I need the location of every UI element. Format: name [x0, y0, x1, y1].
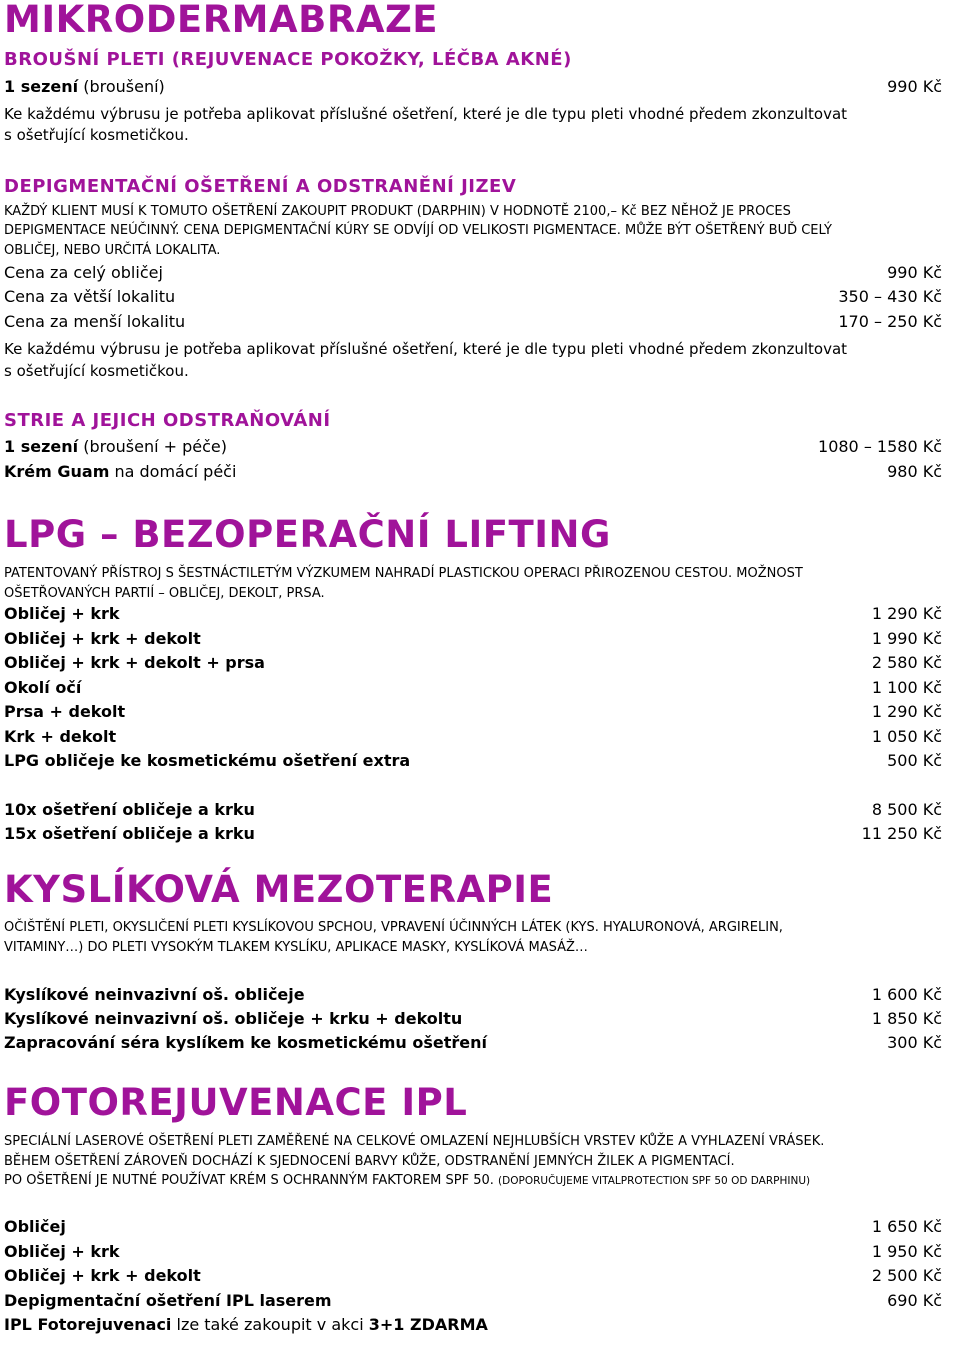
row-price: 1 950 Kč [871, 1242, 942, 1261]
section-title-depigmentace: DEPIGMENTAČNÍ OŠETŘENÍ A ODSTRANĚNÍ JIZEV [4, 176, 517, 197]
promo-offer: 3+1 ZDARMA [368, 1315, 488, 1334]
row-label: Cena za celý obličej [4, 263, 163, 282]
section-title-mikrodermabraze: MIKRODERMABRAZE [4, 0, 439, 41]
row-label: Obličej + krk [4, 604, 120, 623]
note-line: Ke každému výbrusu je potřeba aplikovat příslušné ošetření, které je dle typu pleti vhodné předem zkonzultovat [4, 105, 848, 123]
subtitle-brouseni: BROUŠNÍ PLETI (REJUVENACE POKOŽKY, LÉČBA AKNÉ) [4, 49, 572, 70]
section-title-ipl: FOTOREJUVENACE IPL [4, 1081, 468, 1124]
price-row [4, 1289, 942, 1313]
caption-text: PO OŠETŘENÍ JE NUTNÉ POUŽÍVAT KRÉM S OCHRANNÝM FAKTOREM SPF 50. [4, 1173, 494, 1188]
row-label: 10x ošetření obličeje a krku [4, 800, 255, 819]
caption-line [4, 1170, 810, 1192]
row-label: Obličej + krk + dekolt + prsa [4, 653, 265, 672]
promo-bold: IPL Fotorejuvenaci [4, 1315, 172, 1334]
section-title-strie: STRIE A JEJICH ODSTRAŇOVÁNÍ [4, 410, 331, 431]
caption-line: DEPIGMENTACE NEÚČINNÝ. CENA DEPIGMENTAČNÍ KÚRY SE ODVÍJÍ OD VELIKOSTI PIGMENTACE. MŮŽE BÝT OŠETŘENÝ BUĎ CELÝ [4, 223, 832, 238]
price-row [4, 627, 942, 651]
price-row [4, 1031, 942, 1055]
row-price: 2 500 Kč [871, 1266, 942, 1285]
row-price: 300 Kč [887, 1033, 942, 1052]
row-price: 1 650 Kč [871, 1217, 942, 1236]
row-label: Krk + dekolt [4, 727, 117, 746]
row-label: Obličej + krk [4, 1242, 120, 1261]
row-price: 170 – 250 Kč [838, 312, 942, 331]
price-row [4, 310, 942, 334]
price-row [4, 1215, 942, 1239]
row-price: 690 Kč [887, 1291, 942, 1310]
price-row [4, 725, 942, 749]
price-row [4, 285, 942, 309]
row-price: 11 250 Kč [861, 824, 942, 843]
caption-line: OČIŠTĚNÍ PLETI, OKYSLIČENÍ PLETI KYSLÍKOVOU SPCHOU, VPRAVENÍ ÚČINNÝCH LÁTEK (KYS. HYALURONOVÁ, ARGIRELIN, [4, 920, 783, 935]
row-price: 350 – 430 Kč [838, 287, 942, 306]
price-row [4, 749, 942, 773]
row-label: (broušení + péče) [78, 437, 227, 456]
caption-line: SPECIÁLNÍ LASEROVÉ OŠETŘENÍ PLETI ZAMĚŘENÉ NA CELKOVÉ OMLAZENÍ NEJHLUBŠÍCH VRSTEV KŮŽE A VYHLAZENÍ VRÁSEK. [4, 1134, 825, 1149]
row-label: Depigmentační ošetření IPL laserem [4, 1291, 332, 1310]
caption-line: VITAMINY…) DO PLETI VYSOKÝM TLAKEM KYSLÍKU, APLIKACE MASKY, KYSLÍKOVÁ MASÁŽ… [4, 940, 588, 955]
section-title-lpg: LPG – BEZOPERAČNÍ LIFTING [4, 513, 611, 556]
row-price: 1 990 Kč [871, 629, 942, 648]
row-label: LPG obličeje ke kosmetickému ošetření extra [4, 751, 411, 770]
row-label: Obličej [4, 1217, 66, 1236]
row-label: (broušení) [78, 77, 165, 96]
row-price: 1 850 Kč [871, 1009, 942, 1028]
caption-line: PATENTOVANÝ PŘÍSTROJ S ŠESTNÁCTILETÝM VÝZKUMEM NAHRADÍ PLASTICKOU OPERACI PŘIROZENOU CESTOU. MOŽNOST [4, 566, 803, 581]
row-label: Kyslíkové neinvazivní oš. obličeje [4, 985, 305, 1004]
row-price: 990 Kč [887, 77, 942, 96]
caption-line: OBLIČEJ, NEBO URČITÁ LOKALITA. [4, 243, 221, 258]
price-row [4, 602, 942, 626]
row-price: 1 290 Kč [871, 702, 942, 721]
price-row [4, 261, 942, 285]
row-price: 1 050 Kč [871, 727, 942, 746]
caption-recommendation: (DOPORUČUJEME VITALPROTECTION SPF 50 OD DARPHINU) [498, 1175, 811, 1187]
row-label: na domácí péči [109, 462, 237, 481]
row-price: 980 Kč [887, 462, 942, 481]
row-label: Zapracování séra kyslíkem ke kosmetickému ošetření [4, 1033, 488, 1052]
price-row [4, 1264, 942, 1288]
row-price: 1080 – 1580 Kč [818, 437, 942, 456]
row-label-bold: Krém Guam [4, 462, 110, 481]
row-price: 500 Kč [887, 751, 942, 770]
row-label: Cena za větší lokalitu [4, 287, 176, 306]
package-row [4, 822, 942, 846]
promo-text: lze také zakoupit v akci [171, 1315, 369, 1334]
row-price: 1 290 Kč [871, 604, 942, 623]
row-label: Kyslíkové neinvazivní oš. obličeje + krku + dekoltu [4, 1009, 463, 1028]
row-price: 990 Kč [887, 263, 942, 282]
price-row [4, 983, 942, 1007]
promo-row [4, 1313, 942, 1337]
price-row [4, 700, 942, 724]
row-label: Prsa + dekolt [4, 702, 126, 721]
row-price: 1 600 Kč [871, 985, 942, 1004]
caption-line: KAŽDÝ KLIENT MUSÍ K TOMUTO OŠETŘENÍ ZAKOUPIT PRODUKT (DARPHIN) V HODNOTĚ 2100,– Kč BEZ NĚHOŽ JE PROCES [4, 204, 791, 219]
row-price: 2 580 Kč [871, 653, 942, 672]
price-row [4, 1240, 942, 1264]
note-line: s ošetřující kosmetičkou. [4, 126, 189, 144]
caption-line: BĚHEM OŠETŘENÍ ZÁROVEŇ DOCHÁZÍ K SJEDNOCENÍ BARVY KŮŽE, ODSTRANĚNÍ JEMNÝCH ŽILEK A PIGMENTACÍ. [4, 1154, 735, 1169]
price-row [4, 435, 942, 459]
row-price: 1 100 Kč [871, 678, 942, 697]
caption-line: OŠETŘOVANÝCH PARTIÍ – OBLIČEJ, DEKOLT, PRSA. [4, 586, 325, 601]
note-line: s ošetřující kosmetičkou. [4, 362, 189, 380]
price-row [4, 676, 942, 700]
row-label-bold: 1 sezení [4, 437, 79, 456]
section-title-kyslikova: KYSLÍKOVÁ MEZOTERAPIE [4, 868, 554, 911]
row-label: Obličej + krk + dekolt [4, 629, 201, 648]
note-line: Ke každému výbrusu je potřeba aplikovat příslušné ošetření, které je dle typu pleti vhodné předem zkonzultovat [4, 340, 848, 358]
price-row [4, 651, 942, 675]
row-price: 8 500 Kč [871, 800, 942, 819]
price-row [4, 1007, 942, 1031]
row-label: Obličej + krk + dekolt [4, 1266, 201, 1285]
price-row [4, 75, 942, 99]
row-label: Okolí očí [4, 678, 82, 697]
package-row [4, 798, 942, 822]
row-label: Cena za menší lokalitu [4, 312, 186, 331]
price-row [4, 460, 942, 484]
row-label: 15x ošetření obličeje a krku [4, 824, 255, 843]
row-label-bold: 1 sezení [4, 77, 79, 96]
